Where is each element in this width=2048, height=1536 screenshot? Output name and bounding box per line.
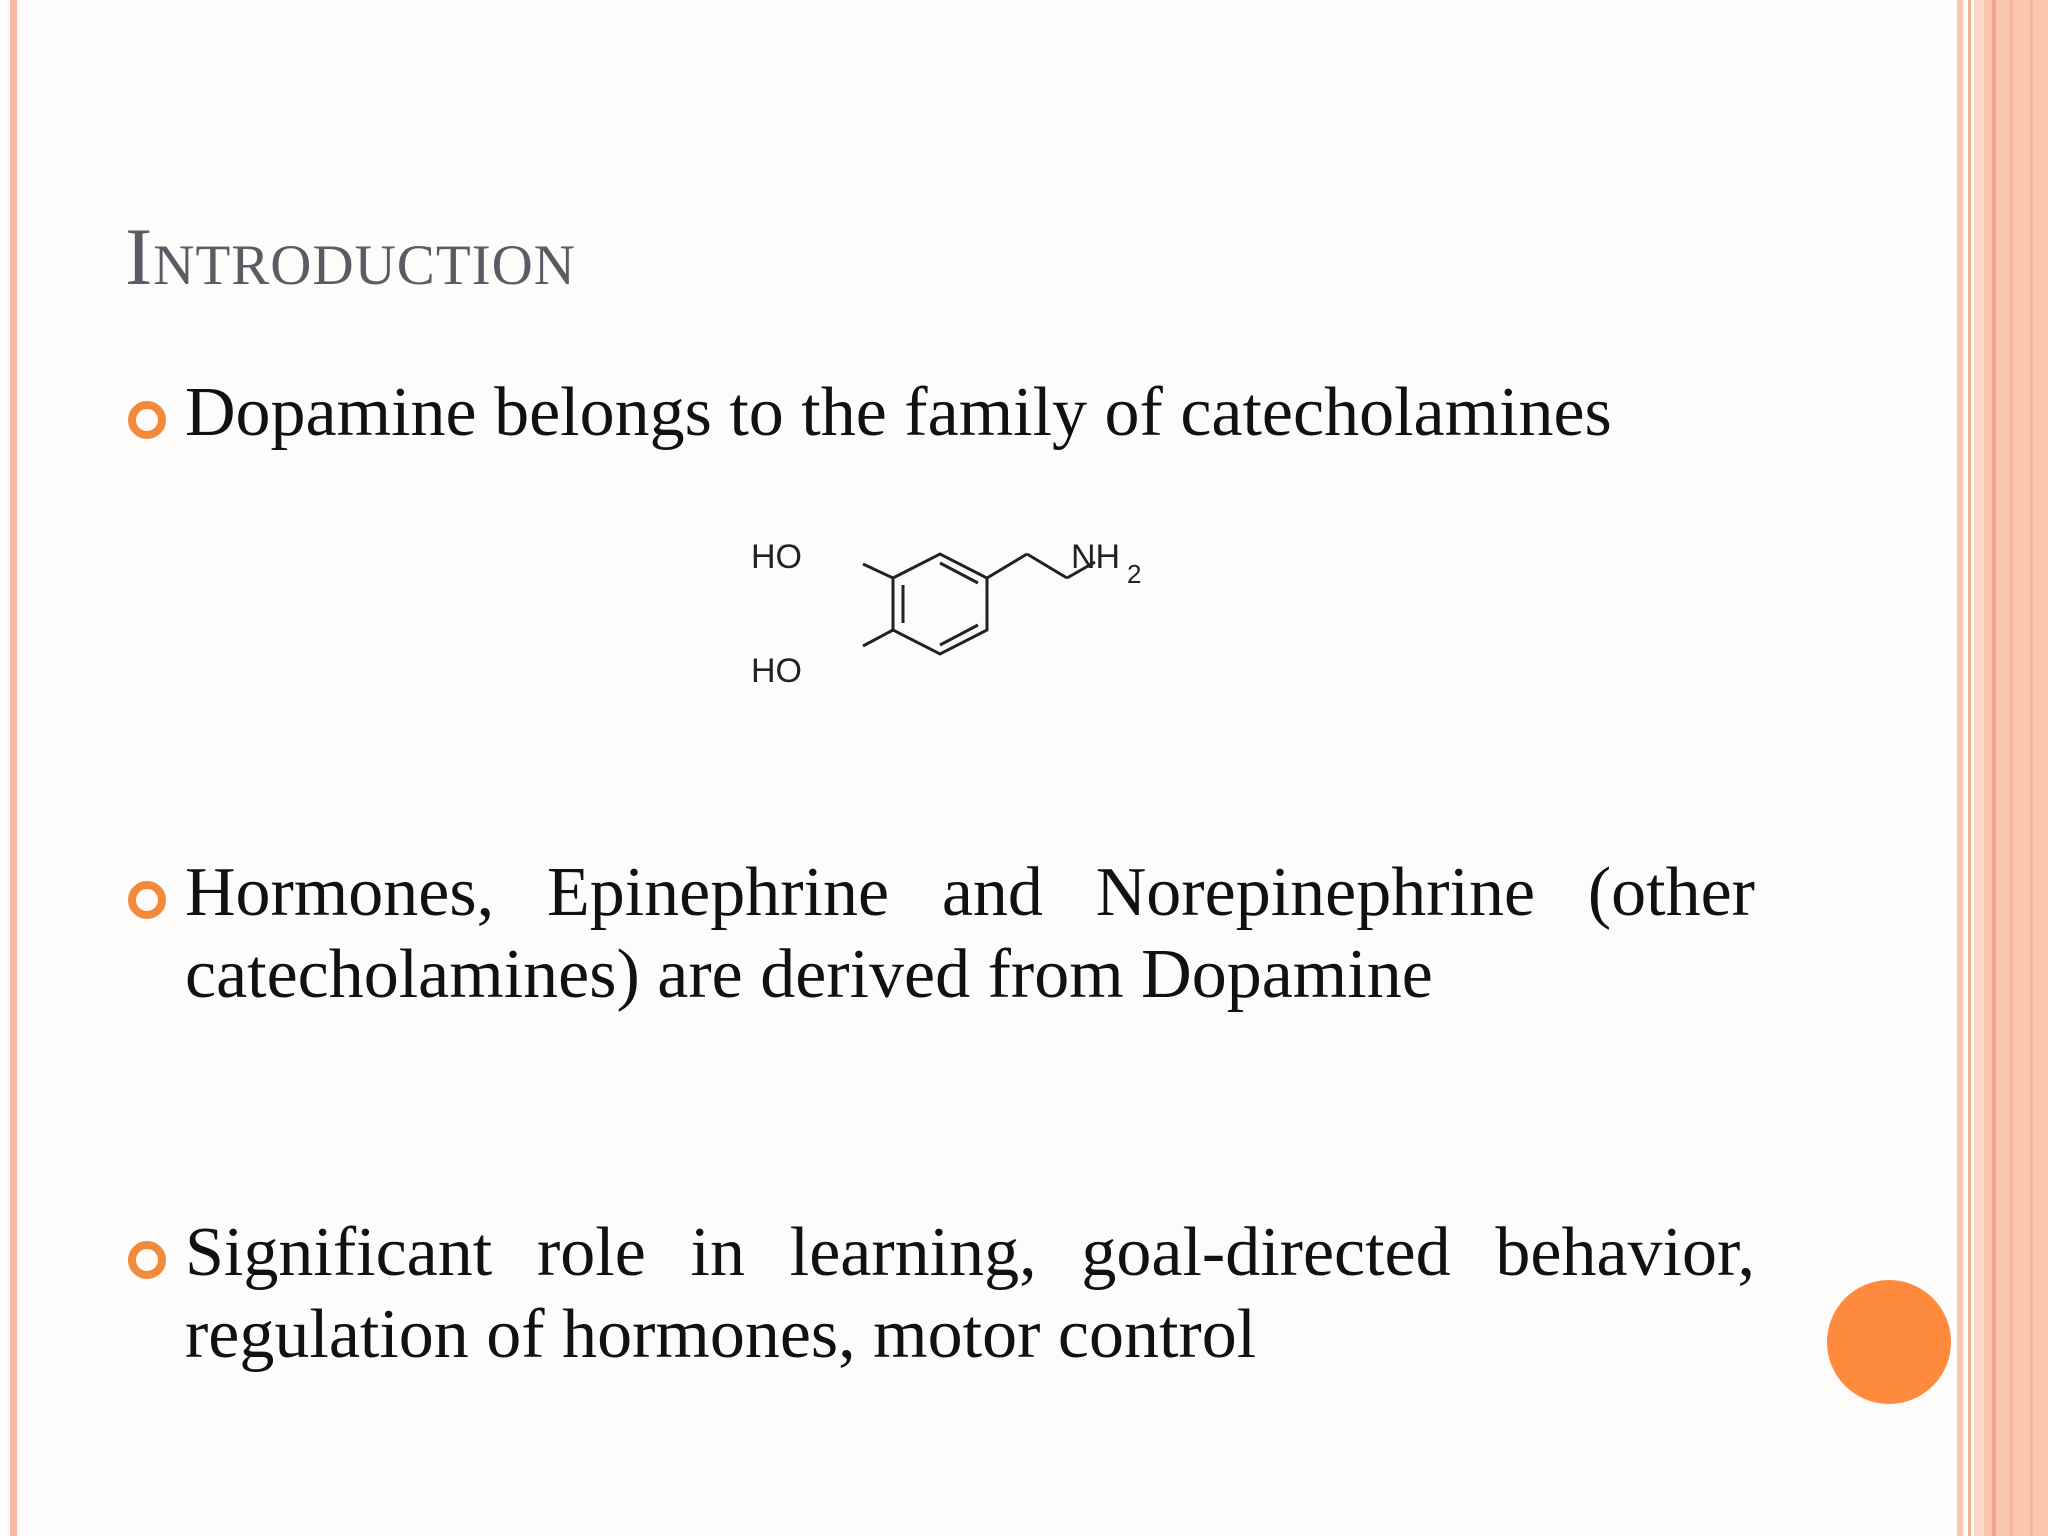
- bullet-text-3: Significant role in learning, goal-directed behavior, regulation of hormones, motor control: [185, 1214, 1755, 1373]
- bullet-circle-icon: [128, 881, 166, 919]
- label-nh: NH: [1071, 538, 1121, 576]
- double-bond: [940, 625, 978, 645]
- bond-ho-bottom: [863, 630, 893, 646]
- side-chain-bond: [987, 554, 1027, 578]
- label-ho-bottom: HO: [751, 652, 802, 690]
- label-ho-top: HO: [751, 538, 802, 576]
- right-decorative-band: [1992, 0, 1996, 1536]
- bullet-text-2: Hormones, Epinephrine and Norepinephrine (other catecholamines) are derived from Dopamine: [185, 854, 1755, 1013]
- bullet-text-1: Dopamine belongs to the family of catecholamines: [185, 374, 1612, 451]
- slide-title: Introduction: [125, 211, 576, 302]
- left-decorative-stripe: [10, 0, 17, 1536]
- right-decorative-band: [2030, 0, 2033, 1536]
- right-decorative-band: [1957, 0, 1963, 1536]
- right-decorative-band: [1968, 0, 1971, 1536]
- label-subscript: 2: [1127, 559, 1142, 589]
- side-chain-bond: [1027, 554, 1067, 578]
- bond-ho-top: [863, 564, 893, 578]
- decorative-orange-circle: [1827, 1280, 1951, 1404]
- bullet-circle-icon: [128, 401, 166, 439]
- right-decorative-band: [2010, 0, 2013, 1536]
- right-decorative-band: [1974, 0, 1984, 1536]
- benzene-ring: [893, 554, 987, 654]
- bullet-circle-icon: [128, 1241, 166, 1279]
- dopamine-structure-diagram: [745, 528, 1145, 708]
- double-bond: [940, 563, 978, 583]
